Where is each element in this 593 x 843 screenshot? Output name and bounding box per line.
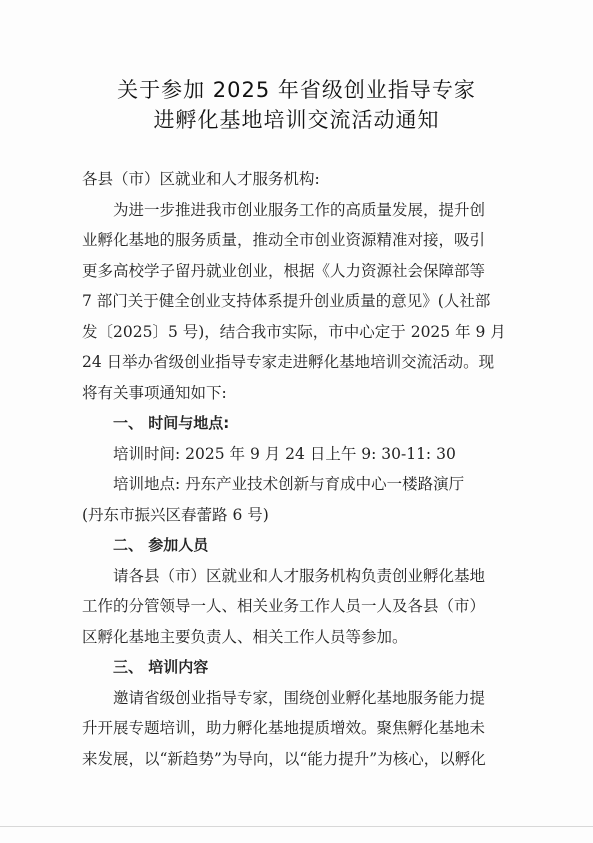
section-1-heading: 一、 时间与地点:: [113, 414, 230, 432]
participants-line: 区孵化基地主要负责人、相关工作人员等参加。: [82, 627, 408, 646]
intro-line: 发〔2025〕5 号)，结合我市实际，市中心定于 2025 年 9 月: [82, 322, 506, 341]
intro-line: 24 日举办省级创业指导专家走进孵化基地培训交流活动。现: [82, 353, 495, 371]
participants-line: 工作的分管领导一人、相关业务工作人员一人及各县（市）: [82, 597, 486, 615]
content-line: 邀请省级创业指导专家，围绕创业孵化基地服务能力提: [113, 688, 486, 707]
document-body: [82, 164, 512, 774]
intro-line: 为进一步推进我市创业服务工作的高质量发展，提升创: [113, 200, 486, 219]
training-place: 培训地点: 丹东产业技术创新与育成中心一楼路演厅: [113, 475, 465, 493]
document-title-line-1: 关于参加 2025 年省级创业指导专家: [117, 78, 476, 102]
intro-line: 7 部门关于健全创业支持体系提升创业质量的意见》(人社部: [82, 292, 491, 310]
content-line: 升开展专题培训，助力孵化基地提质增效。聚焦孵化基地未: [82, 719, 486, 737]
document-title-line-2: 进孵化基地培训交流活动通知: [153, 108, 440, 132]
participants-line: 请各县（市）区就业和人才服务机构负责创业孵化基地: [113, 566, 486, 585]
intro-line: 更多高校学子留丹就业创业，根据《人力资源社会保障部等: [82, 261, 486, 280]
intro-line: 业孵化基地的服务质量，推动全市创业资源精准对接，吸引: [82, 231, 486, 249]
training-time: 培训时间: 2025 年 9 月 24 日上午 9: 30-11: 30: [113, 444, 456, 463]
intro-line: 将有关事项通知如下:: [82, 383, 227, 402]
addressee: 各县（市）区就业和人才服务机构:: [82, 170, 320, 188]
training-address: (丹东市振兴区春蕾路 6 号): [82, 505, 269, 524]
section-3-heading: 三、 培训内容: [113, 658, 209, 676]
section-2-heading: 二、 参加人员: [113, 536, 209, 554]
page-edge-divider: [0, 826, 593, 827]
content-line: 来发展，以“新趋势”为导向，以“能力提升”为核心，以孵化: [82, 749, 486, 768]
